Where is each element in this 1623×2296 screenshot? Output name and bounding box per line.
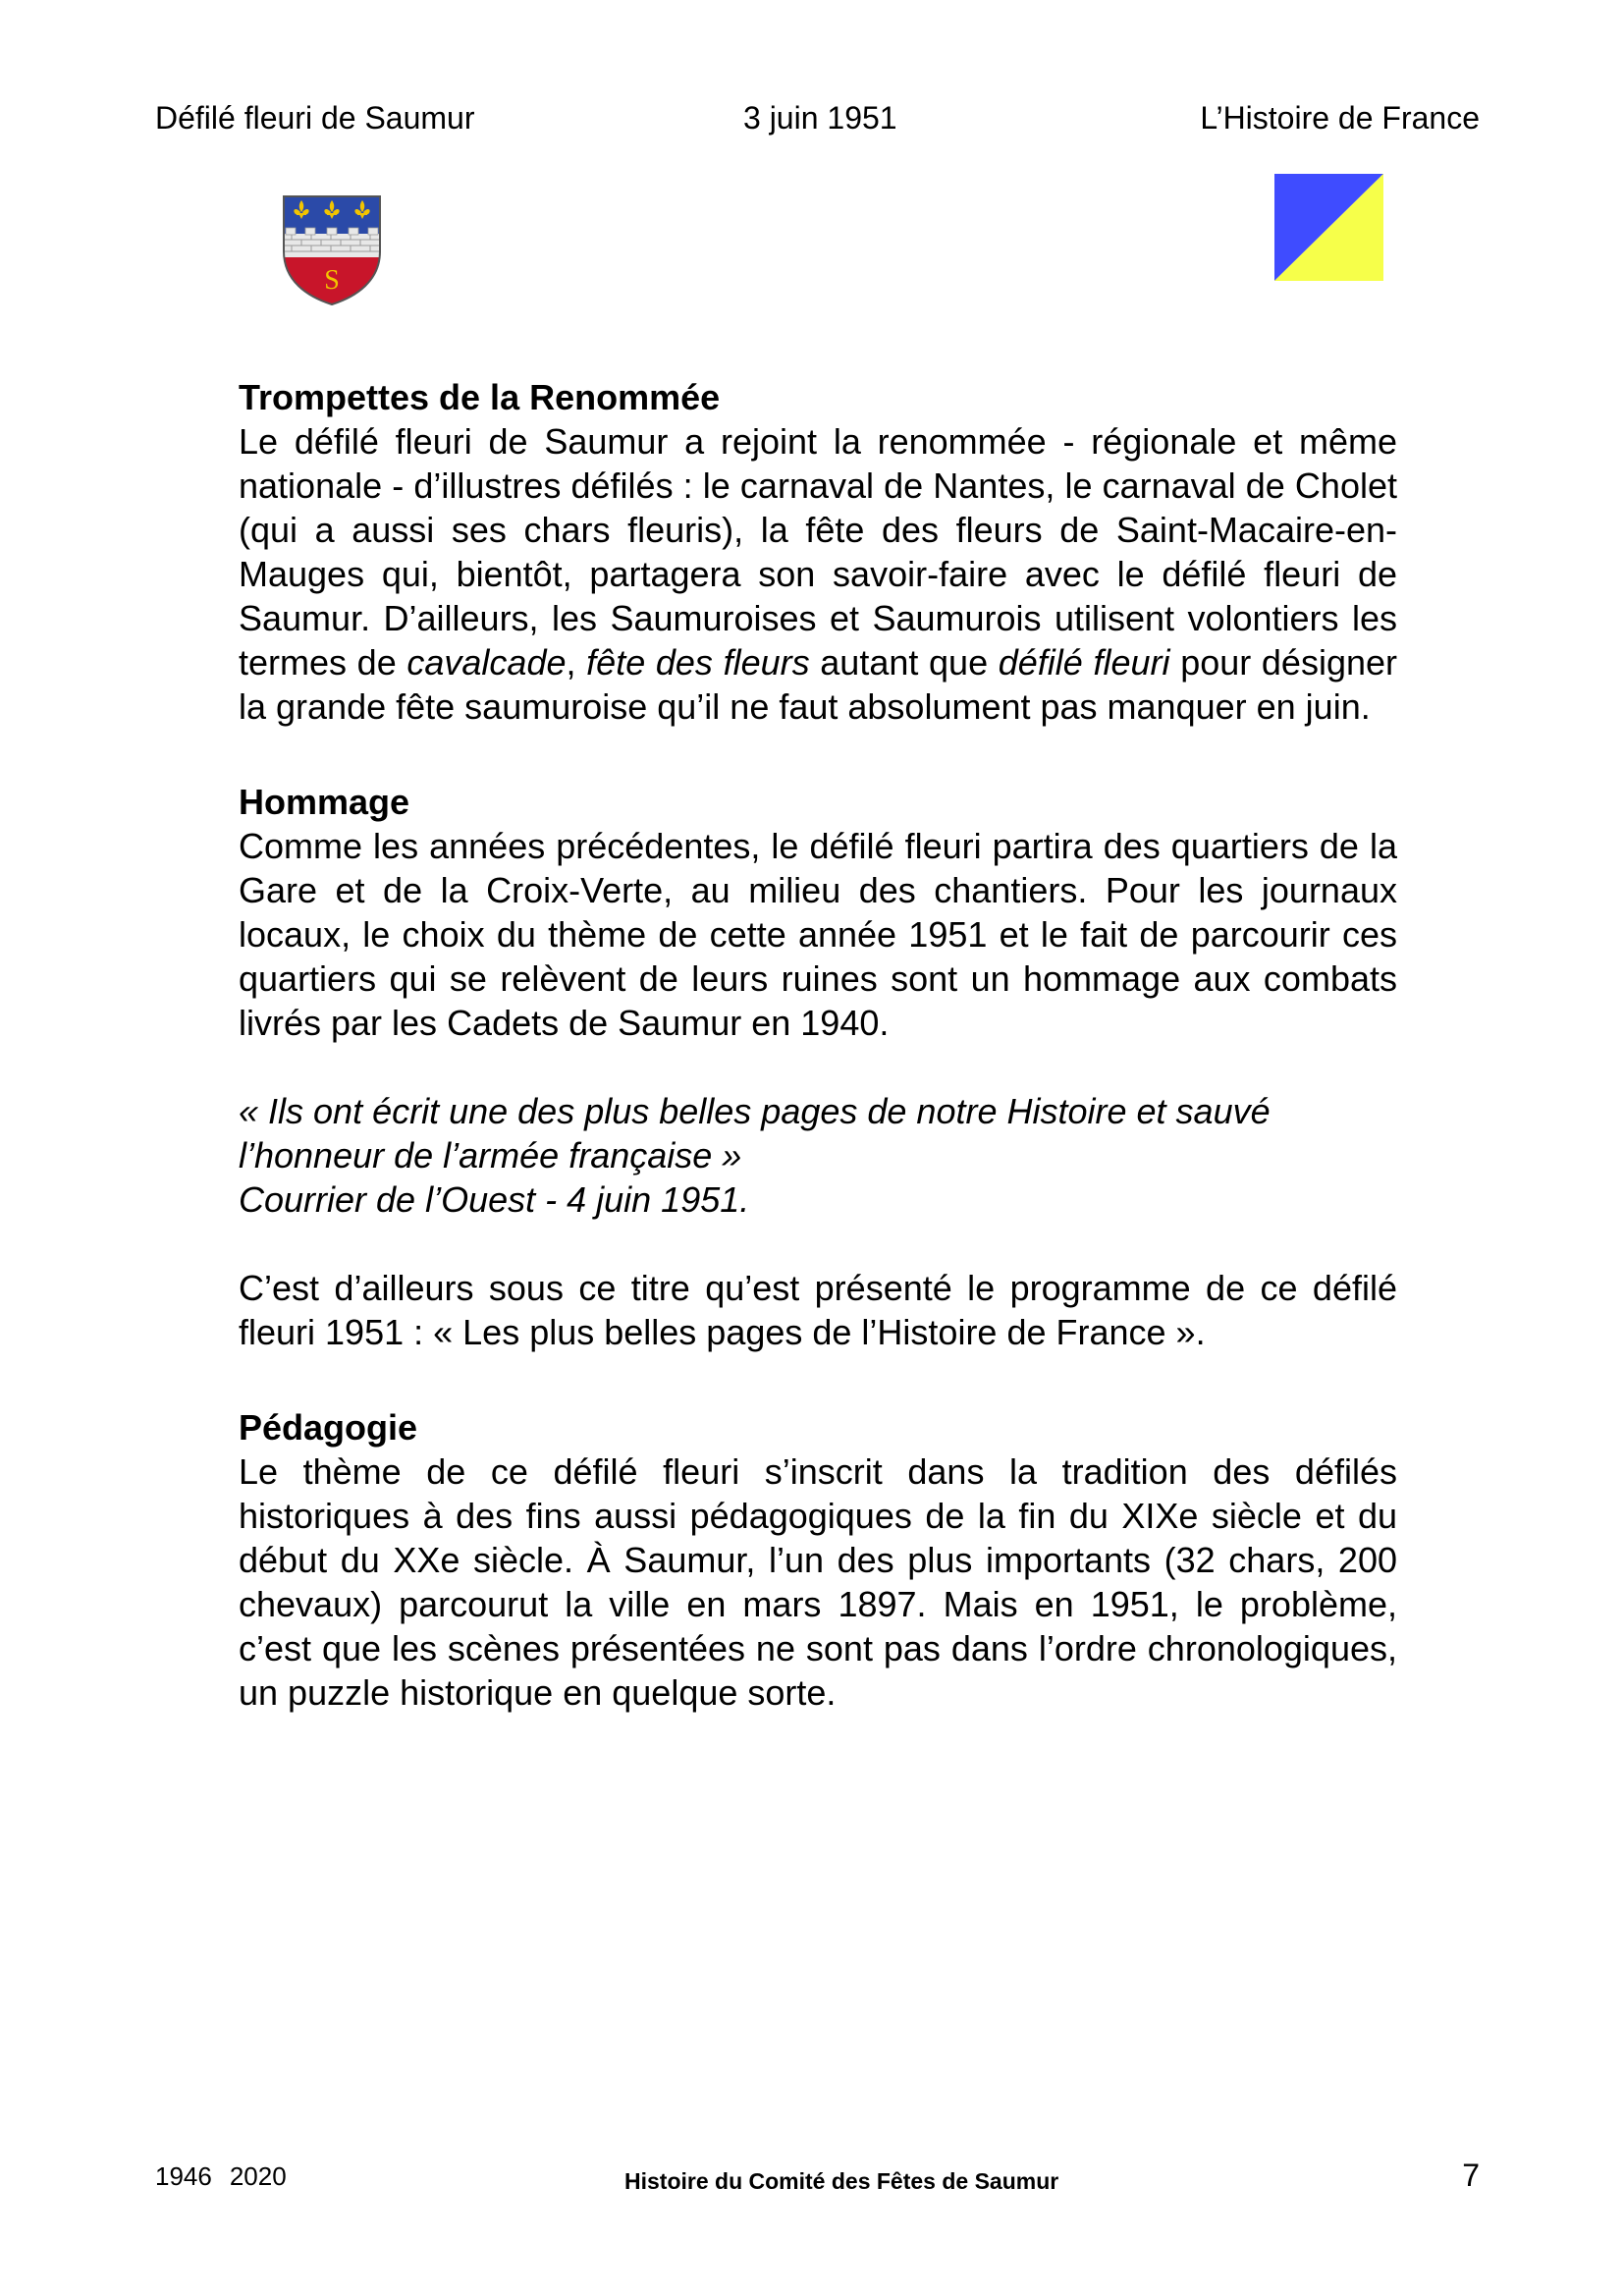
saumur-coat-of-arms-logo bbox=[282, 194, 382, 306]
blue-yellow-flag-logo bbox=[1274, 174, 1383, 281]
header-left-title: Défilé fleuri de Saumur bbox=[155, 100, 475, 136]
footer-publication-title: Histoire du Comité des Fêtes de Saumur bbox=[624, 2168, 1059, 2194]
section-title-trompettes: Trompettes de la Renommée bbox=[239, 377, 721, 417]
paragraph-pedagogie: Le thème de ce défilé fleuri s’inscrit dans la tradition des défilés historiques à des fins aussi pédagogiques de la fin du XIXe siècle et du début du XXe siècle. À Saumur, l’un des plus importants (32 chars, 200 chevaux) parcourut la ville en mars 1897. Mais en 1951, le problème, c’est que les scènes présentées ne sont pas dans l’ordre chronologiques, un puzzle historique en quelque sorte. bbox=[239, 1451, 1397, 1713]
paragraph-hommage: Comme les années précédentes, le défilé fleuri partira des quartiers de la Gare et de la Croix-Verte, au milieu des chantiers. Pour les journaux locaux, le choix du thème de cette année 1951 et le fait de parcourir ces quartiers qui se relèvent de leurs ruines sont un hommage aux combats livrés par les Cadets de Saumur en 1940. bbox=[239, 826, 1397, 1043]
header-right-title: L’Histoire de France bbox=[1200, 100, 1480, 136]
svg-text:S: S bbox=[324, 265, 340, 296]
section-title-pedagogie: Pédagogie bbox=[239, 1407, 418, 1448]
page-number: 7 bbox=[1462, 2158, 1480, 2193]
header-date: 3 juin 1951 bbox=[743, 100, 897, 136]
paragraph-trompettes: Le défilé fleuri de Saumur a rejoint la renommée - régionale et même nationale - d’illustres défilés : le carnaval de Nantes, le carnaval de Cholet (qui a aussi ses chars fleuris), la fête des fleurs de Saint-Macaire-en-Mauges qui, bientôt, partagera son savoir-faire avec le défilé fleuri de Saumur. D’ailleurs, les Saumuroises et Saumurois utilisent volontiers les termes de cavalcade, fête des fleurs autant que défilé fleuri pour désigner la grande fête saumuroise qu’il ne faut absolument pas manquer en juin. bbox=[239, 421, 1397, 727]
footer-year-start: 1946 bbox=[155, 2161, 212, 2191]
quote-source: Courrier de l’Ouest - 4 juin 1951. bbox=[239, 1179, 750, 1220]
paragraph-programme: C’est d’ailleurs sous ce titre qu’est présenté le programme de ce défilé fleuri 1951 : « Les plus belles pages de l’Histoire de France ». bbox=[239, 1268, 1397, 1352]
main-content bbox=[239, 375, 1397, 1715]
footer-years bbox=[155, 2160, 304, 2192]
footer-year-end: 2020 bbox=[229, 2161, 287, 2191]
section-title-hommage: Hommage bbox=[239, 782, 410, 822]
quote-text: « Ils ont écrit une des plus belles pages de notre Histoire et sauvé l’honneur de l’armée française » bbox=[239, 1091, 1271, 1175]
